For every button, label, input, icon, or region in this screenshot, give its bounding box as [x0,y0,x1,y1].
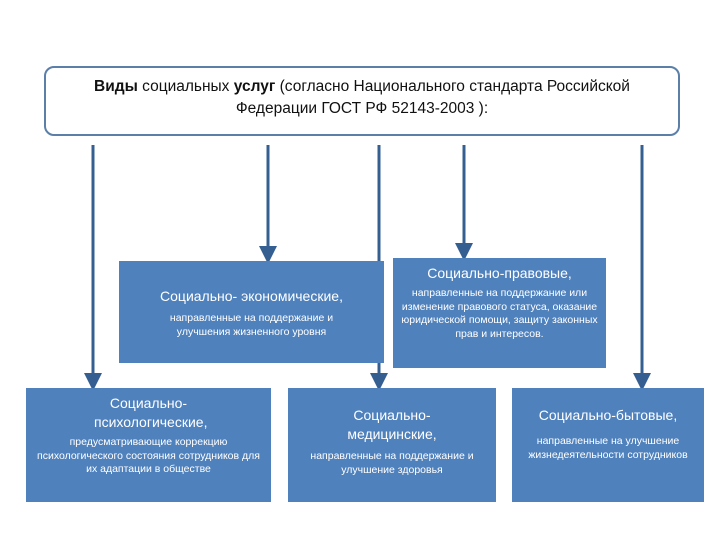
box-legal [393,258,606,368]
psych-title: Социально-психологические, [94,395,208,430]
economic-desc: направленные на поддержание и улучшения жизненного уровня [169,312,334,338]
diagram-header [44,66,680,136]
box-domestic [512,388,704,502]
medical-desc: направленные на поддержание и улучшение здоровья [310,450,474,476]
legal-desc: направленные на поддержание или изменение правового статуса, оказание юридической помощи, защиту законных прав и интересов. [401,287,598,340]
header-bold-word2: услуг [233,78,276,95]
header-bold-word1: Виды [94,78,138,95]
box-psych [26,388,271,502]
domestic-title: Социально-бытовые, [538,407,678,423]
domestic-desc: направленные на улучшение жизнедеятельности сотрудников [528,435,688,461]
header-text1: социальных [137,78,234,95]
box-economic [119,261,384,363]
header-text2: (согласно Национального стандарта Российской [275,78,630,95]
box-medical [288,388,496,502]
medical-title: Социально-медицинские, [347,407,437,442]
legal-title: Социально-правовые, [427,265,572,281]
psych-desc: предусматривающие коррекцию психологического состояния сотрудников для их адаптации в обществе [37,436,260,475]
header-line2: Федерации ГОСТ РФ 52143-2003 ): [235,100,489,117]
economic-title: Социально- экономические, [160,288,343,304]
